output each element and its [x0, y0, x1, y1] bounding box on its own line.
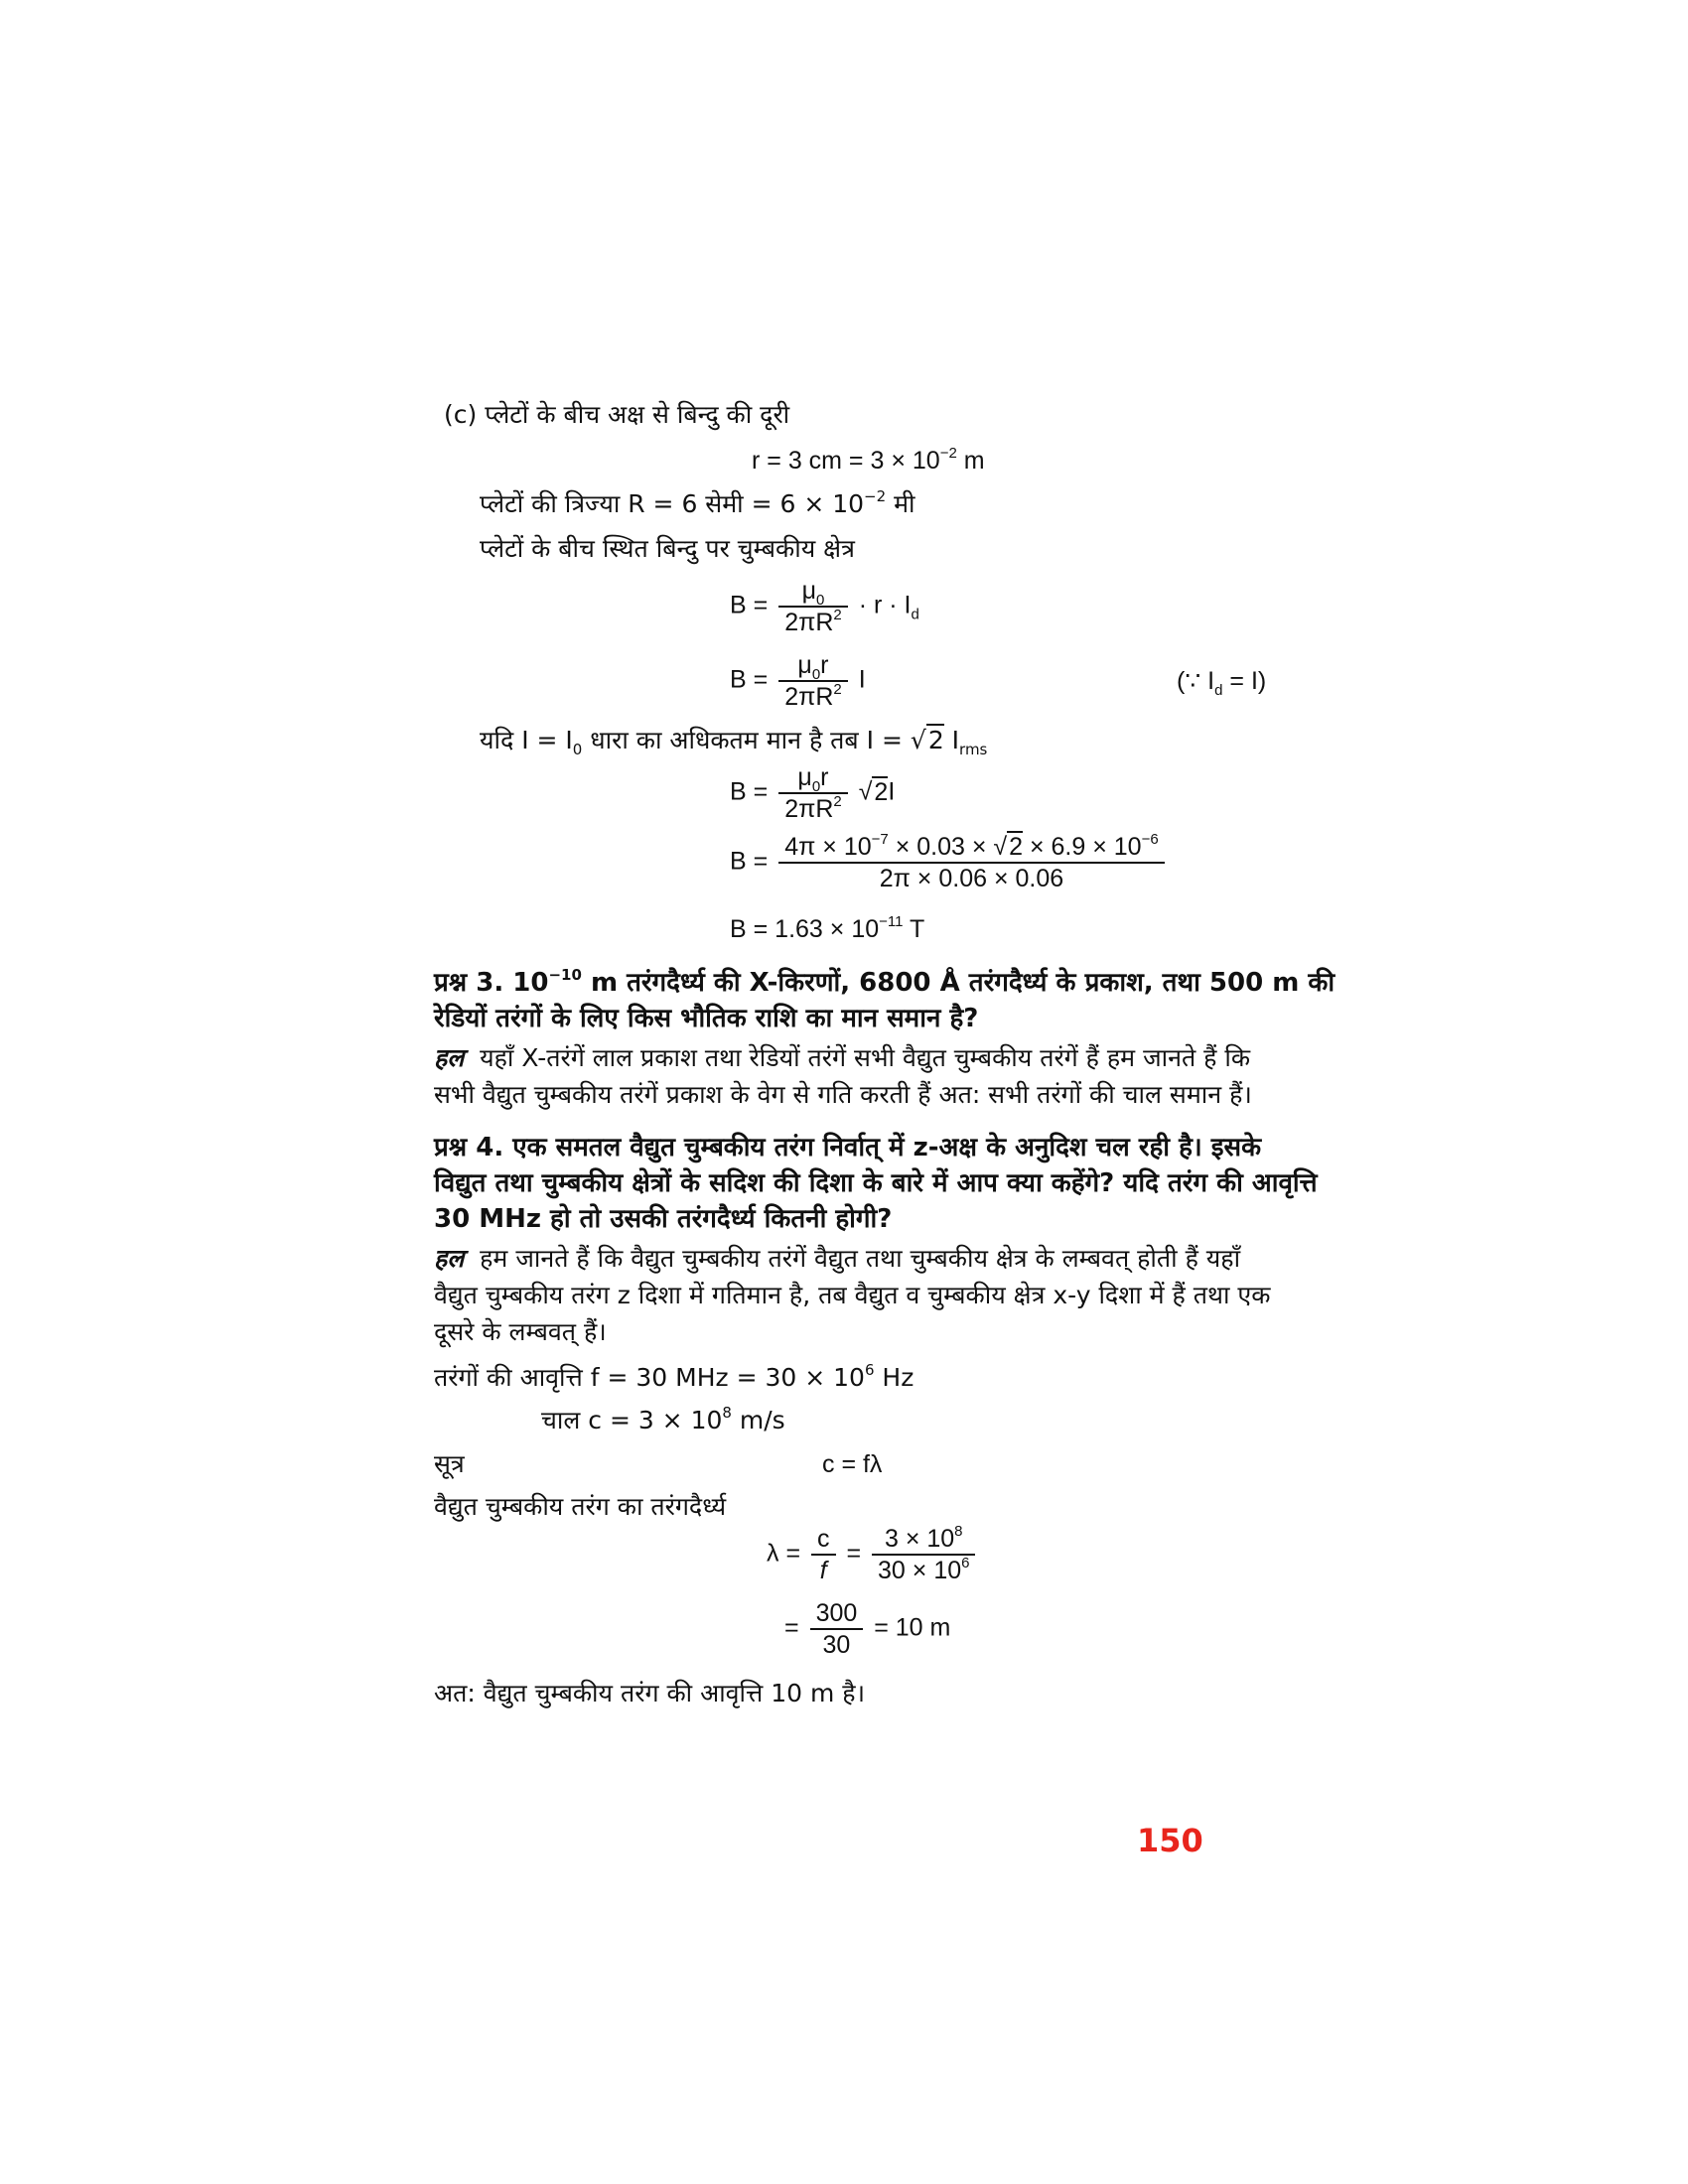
frequency-text: तरंगों की आवृत्ति f = 30 MHz = 30 × 10: [434, 1363, 865, 1392]
lambda2-equals: =: [784, 1613, 799, 1642]
lambda-fraction-2: [872, 1524, 975, 1585]
eq4-num-a-exp: −7: [871, 831, 889, 848]
equation-lambda-2: [784, 1598, 950, 1660]
frequency-line: [434, 1360, 914, 1396]
q3-text-a: 10: [503, 968, 549, 998]
page-number: 150: [1137, 1822, 1203, 1859]
question-4-line-2: [434, 1165, 1318, 1201]
q4-answer-text-2: वैद्युत चुम्बकीय तरंग z दिशा में गतिमान है, तब वैद्युत व चुम्बकीय क्षेत्र x-y दिशा में हैं तथा एक: [434, 1281, 1271, 1309]
lambda-num-3: 300: [810, 1598, 864, 1630]
eq3-lhs: B =: [730, 777, 769, 806]
eq3-sqrt: 2: [874, 777, 889, 806]
lambda-fraction-3: [810, 1598, 864, 1660]
equation-r-text: r = 3 cm = 3 × 10: [752, 447, 940, 475]
eq1-lhs: B =: [730, 591, 769, 619]
eq1-denominator-sup: 2: [833, 607, 842, 623]
peak-rms-sub: rms: [959, 741, 988, 758]
speed-text: चाल c = 3 × 10: [541, 1406, 723, 1434]
equation-b-2: [730, 650, 866, 712]
field-text: प्लेटों के बीच स्थित बिन्दु पर चुम्बकीय क्षेत्र: [480, 534, 855, 563]
q4-answer-line-2: [434, 1278, 1270, 1313]
lambda-num-1: c: [811, 1524, 836, 1556]
q3-text-b: m तरंगदैर्ध्य की X-किरणों, 6800 Å तरंगदैर्ध्य के प्रकाश, तथा 500 m की: [581, 968, 1336, 998]
q3-solution-label: हल: [434, 1043, 465, 1072]
eq3-numerator: μ: [797, 763, 812, 791]
eq2-numerator-sub: 0: [811, 666, 821, 683]
question-3-line-1: [434, 965, 1335, 1001]
speed-exp: 8: [722, 1404, 732, 1422]
eq2-lhs: B =: [730, 665, 769, 694]
eq4-lhs: B =: [730, 847, 769, 876]
equation-r: [752, 443, 985, 478]
q4-answer-line-1: [434, 1241, 1240, 1277]
frequency-exp: 6: [864, 1361, 875, 1379]
conclusion-line: [434, 1676, 865, 1711]
eq3-denominator: 2πR: [784, 795, 834, 823]
peak-irms: I: [943, 726, 960, 754]
eq3-numerator-r: r: [820, 763, 829, 791]
eq3-fraction: [778, 762, 848, 824]
part-c-heading: [444, 397, 789, 433]
frequency-unit: Hz: [874, 1363, 914, 1392]
eq2-numerator: μ: [797, 651, 812, 679]
peak-text: यदि I = I: [480, 726, 573, 754]
q3-answer-line-1: [434, 1040, 1250, 1076]
eq3-numerator-sub: 0: [811, 778, 821, 795]
eq1-denominator: 2πR: [784, 609, 834, 636]
peak-sub0: 0: [572, 741, 583, 758]
q3-answer-line-2: [434, 1077, 1252, 1113]
lambda-equals: =: [846, 1539, 862, 1568]
equation-lambda: [767, 1524, 979, 1585]
q4-line3-text: 30 MHz हो तो उसकी तरंगदैर्ध्य कितनी होगी?: [434, 1204, 893, 1234]
question-3-line-2: [434, 1001, 978, 1036]
eq2-denominator-sup: 2: [833, 681, 842, 698]
peak-current-line: यदि $I = I_0$ धारा का अधिकतम मान है तब I = √2 $I_{rms}$: [480, 726, 988, 758]
part-c-heading-text: (c) प्लेटों के बीच अक्ष से बिन्दु की दूरी: [444, 400, 790, 429]
lambda-num-2-exp: 8: [954, 1523, 963, 1540]
q4-answer-text-3: दूसरे के लम्बवत् हैं।: [434, 1317, 607, 1346]
eq1-numerator-sub: 0: [816, 592, 825, 609]
question-3-label: प्रश्न 3.: [434, 968, 504, 998]
equation-b-3: B = $\frac{\mu_0r}{2\pi R^2}$ √2I: [730, 763, 896, 823]
radius-text: प्लेटों की त्रिज्या R = 6 सेमी = 6 × 10: [480, 489, 865, 518]
eq1-tail-sub: d: [911, 606, 919, 623]
q3-answer-text-2: सभी वैद्युत चुम्बकीय तरंगें प्रकाश के वेग से गति करती हैं अत: सभी तरंगों की चाल समान हैं।: [434, 1080, 1252, 1109]
eq4-num-c: × 6.9 × 10: [1023, 833, 1142, 861]
formula-label: [434, 1446, 465, 1482]
radius-line: [480, 486, 915, 522]
eq4-num-b: × 0.03 ×: [888, 833, 994, 861]
lambda-den-1: f: [819, 1557, 827, 1584]
equation-r-unit: m: [956, 447, 985, 475]
question-4-label: प्रश्न 4.: [434, 1133, 504, 1162]
eq2-fraction: [778, 650, 848, 712]
q4-answer-text-1: हम जानते हैं कि वैद्युत चुम्बकीय तरंगें वैद्युत तथा चुम्बकीय क्षेत्र के लम्बवत् होती हैं यहाँ: [480, 1244, 1241, 1273]
formula: [822, 1446, 882, 1482]
eq5-unit: T: [903, 915, 925, 943]
lambda-result: = 10 m: [874, 1613, 951, 1642]
eq2-note-end: = I): [1222, 667, 1267, 695]
lambda-lhs: λ =: [767, 1539, 801, 1568]
formula-text: c = fλ: [822, 1450, 883, 1478]
eq2-denominator: 2πR: [784, 683, 834, 711]
lambda-den-3: 30: [822, 1631, 851, 1659]
equation-b-4: [730, 832, 1169, 893]
q4-line1-text: एक समतल वैद्युत चुम्बकीय तरंग निर्वात् में z-अक्ष के अनुदिश चल रही है। इसके: [503, 1133, 1262, 1162]
lambda-fraction-1: [811, 1524, 836, 1585]
radius-unit: मी: [886, 489, 915, 518]
wavelength-label: [434, 1489, 726, 1525]
q3-line2-text: रेडियों तरंगों के लिए किस भौतिक राशि का मान समान है?: [434, 1004, 979, 1033]
eq4-denominator: 2π × 0.06 × 0.06: [879, 865, 1064, 892]
eq1-numerator: μ: [801, 577, 816, 605]
eq4-num-a: 4π × 10: [784, 833, 872, 861]
lambda-num-2: 3 × 10: [884, 1525, 955, 1553]
eq3-denominator-sup: 2: [833, 793, 842, 810]
radius-exponent: −2: [864, 487, 887, 505]
eq1-tail: · r · I: [858, 591, 912, 619]
speed-line: [541, 1403, 785, 1438]
eq4-num-c-exp: −6: [1141, 831, 1159, 848]
eq2-numerator-r: r: [820, 651, 829, 679]
formula-label-text: सूत्र: [434, 1449, 465, 1478]
lambda-den-2: 30 × 10: [878, 1557, 962, 1584]
q4-solution-label: हल: [434, 1244, 465, 1273]
equation-b-1: [730, 576, 919, 637]
wavelength-label-text: वैद्युत चुम्बकीय तरंग का तरंगदैर्ध्य: [434, 1492, 727, 1521]
eq2-note-sub: d: [1214, 682, 1223, 699]
lambda-den-2-exp: 6: [961, 1555, 970, 1571]
eq5-exponent: −11: [879, 913, 904, 930]
eq4-num-sqrt: 2: [1009, 833, 1024, 861]
peak-text2: धारा का अधिकतम मान है तब I =: [582, 726, 911, 754]
question-4-line-1: [434, 1130, 1261, 1165]
eq5-text: B = 1.63 × 10: [730, 915, 880, 943]
eq2-tail: I: [858, 665, 866, 694]
question-4-line-3: [434, 1201, 892, 1237]
field-line: [480, 531, 855, 567]
peak-sqrt: 2: [927, 726, 944, 754]
q4-line2-text: विद्युत तथा चुम्बकीय क्षेत्रों के सदिश की दिशा के बारे में आप क्या कहेंगे? यदि तरंग की आवृत्ति: [434, 1168, 1318, 1198]
equation-b-5: [730, 911, 924, 947]
q3-text-a-exp: −10: [548, 966, 582, 984]
eq3-tail: I: [888, 777, 896, 806]
eq2-note: [1177, 663, 1266, 699]
eq1-fraction: [778, 576, 848, 637]
q3-answer-text-1: यहाँ X-तरंगें लाल प्रकाश तथा रेडियों तरंगें सभी वैद्युत चुम्बकीय तरंगें हैं हम जानते हैं कि: [480, 1043, 1251, 1072]
q4-answer-line-3: [434, 1314, 607, 1350]
conclusion-text: अत: वैद्युत चुम्बकीय तरंग की आवृत्ति 10 m है।: [434, 1679, 866, 1707]
eq2-note-text: (∵ I: [1177, 667, 1215, 695]
eq4-fraction: $\frac{4\pi \times 10^{-7} \times 0.03 \times √2 \times 6.9 \times 10^{-6}}{2\pi \times 0.06 \times 0.06}$: [778, 832, 1165, 893]
equation-r-exponent: −2: [939, 445, 957, 462]
speed-unit: m/s: [731, 1406, 785, 1434]
